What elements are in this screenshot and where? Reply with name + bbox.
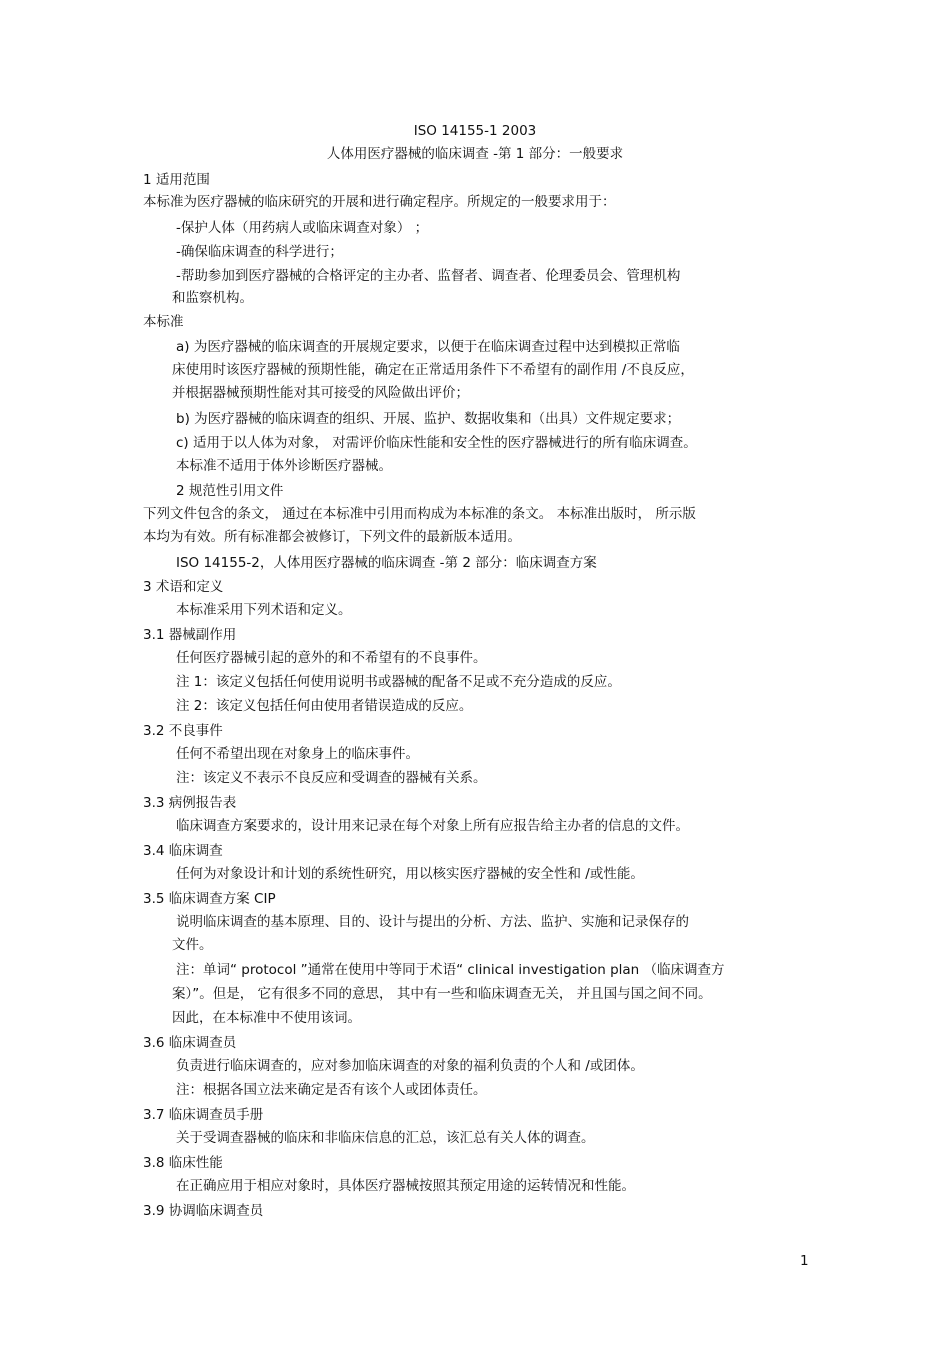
text-line: 任何为对象设计和计划的系统性研究，用以核实医疗器械的安全性和 /或性能。 xyxy=(176,866,644,882)
note-line: 注：该定义不表示不良反应和受调查的器械有关系。 xyxy=(176,770,487,786)
text-line: 文件。 xyxy=(172,937,213,953)
term-heading: 3.6 临床调查员 xyxy=(143,1035,237,1051)
text-line: 说明临床调查的基本原理、目的、设计与提出的分析、方法、监护、实施和记录保存的 xyxy=(176,914,689,930)
text-line: 本标准为医疗器械的临床研究的开展和进行确定程序。所规定的一般要求用于： xyxy=(143,194,616,210)
page-number: 1 xyxy=(800,1253,809,1269)
note-line: 因此，在本标准中不使用该词。 xyxy=(172,1010,361,1026)
text-line: 任何不希望出现在对象身上的临床事件。 xyxy=(176,746,419,762)
term-heading: 3.7 临床调查员手册 xyxy=(143,1107,264,1123)
text-line: 任何医疗器械引起的意外的和不希望有的不良事件。 xyxy=(176,650,487,666)
list-item: b) 为医疗器械的临床调查的组织、开展、监护、数据收集和（出具）文件规定要求； xyxy=(176,411,681,427)
term-heading: 3.8 临床性能 xyxy=(143,1155,223,1171)
note-line: 注：单词“ protocol ”通常在使用中等同于术语“ clinical investigation plan （临床调查方 xyxy=(176,962,725,978)
list-item: -确保临床调查的科学进行； xyxy=(176,244,343,260)
text-line: 在正确应用于相应对象时，具体医疗器械按照其预定用途的运转情况和性能。 xyxy=(176,1178,635,1194)
list-item: -保护人体（用药病人或临床调查对象） ； xyxy=(176,220,429,236)
text-line: 临床调查方案要求的，设计用来记录在每个对象上所有应报告给主办者的信息的文件。 xyxy=(176,818,689,834)
heading-2-references: 2 规范性引用文件 xyxy=(176,483,284,499)
text-line: 和监察机构。 xyxy=(172,290,253,306)
note-line: 注：根据各国立法来确定是否有该个人或团体责任。 xyxy=(176,1082,487,1098)
text-line: 本标准采用下列术语和定义。 xyxy=(176,602,352,618)
term-heading: 3.4 临床调查 xyxy=(143,843,223,859)
heading-1-scope: 1 适用范围 xyxy=(143,172,210,188)
reference-item: ISO 14155-2，人体用医疗器械的临床调查 -第 2 部分：临床调查方案 xyxy=(176,555,597,571)
list-item: -帮助参加到医疗器械的合格评定的主办者、监督者、调查者、伦理委员会、管理机构 xyxy=(176,268,681,284)
text-line: 本标准 xyxy=(143,314,184,330)
document-subtitle: 人体用医疗器械的临床调查 -第 1 部分：一般要求 xyxy=(326,146,624,162)
term-heading: 3.1 器械副作用 xyxy=(143,627,237,643)
text-line: 下列文件包含的条文， 通过在本标准中引用而构成为本标准的条文。 本标准出版时， 所示版 xyxy=(143,506,696,522)
document-title: ISO 14155-1 2003 xyxy=(413,123,537,139)
term-heading: 3.3 病例报告表 xyxy=(143,795,237,811)
text-line: 负责进行临床调查的，应对参加临床调查的对象的福利负责的个人和 /或团体。 xyxy=(176,1058,644,1074)
heading-3-terms: 3 术语和定义 xyxy=(143,579,224,595)
note-line: 案）”。但是， 它有很多不同的意思， 其中有一些和临床调查无关， 并且国与国之间不同。 xyxy=(172,986,712,1002)
text-line: 床使用时该医疗器械的预期性能，确定在正常适用条件下不希望有的副作用 /不良反应， xyxy=(172,362,694,378)
note-line: 注 2：该定义包括任何由使用者错误造成的反应。 xyxy=(176,698,473,714)
term-heading: 3.2 不良事件 xyxy=(143,723,223,739)
text-line: 关于受调查器械的临床和非临床信息的汇总，该汇总有关人体的调查。 xyxy=(176,1130,595,1146)
text-line: 本标准不适用于体外诊断医疗器械。 xyxy=(176,458,392,474)
note-line: 注 1：该定义包括任何使用说明书或器械的配备不足或不充分造成的反应。 xyxy=(176,674,621,690)
list-item: c) 适用于以人体为对象， 对需评价临床性能和安全性的医疗器械进行的所有临床调查。 xyxy=(176,435,697,451)
text-line: 本均为有效。所有标准都会被修订，下列文件的最新版本适用。 xyxy=(143,529,521,545)
text-line: 并根据器械预期性能对其可接受的风险做出评价； xyxy=(172,385,469,401)
term-heading: 3.9 协调临床调查员 xyxy=(143,1203,264,1219)
list-item: a) 为医疗器械的临床调查的开展规定要求，以便于在临床调查过程中达到模拟正常临 xyxy=(176,339,680,355)
term-heading: 3.5 临床调查方案 CIP xyxy=(143,891,276,907)
